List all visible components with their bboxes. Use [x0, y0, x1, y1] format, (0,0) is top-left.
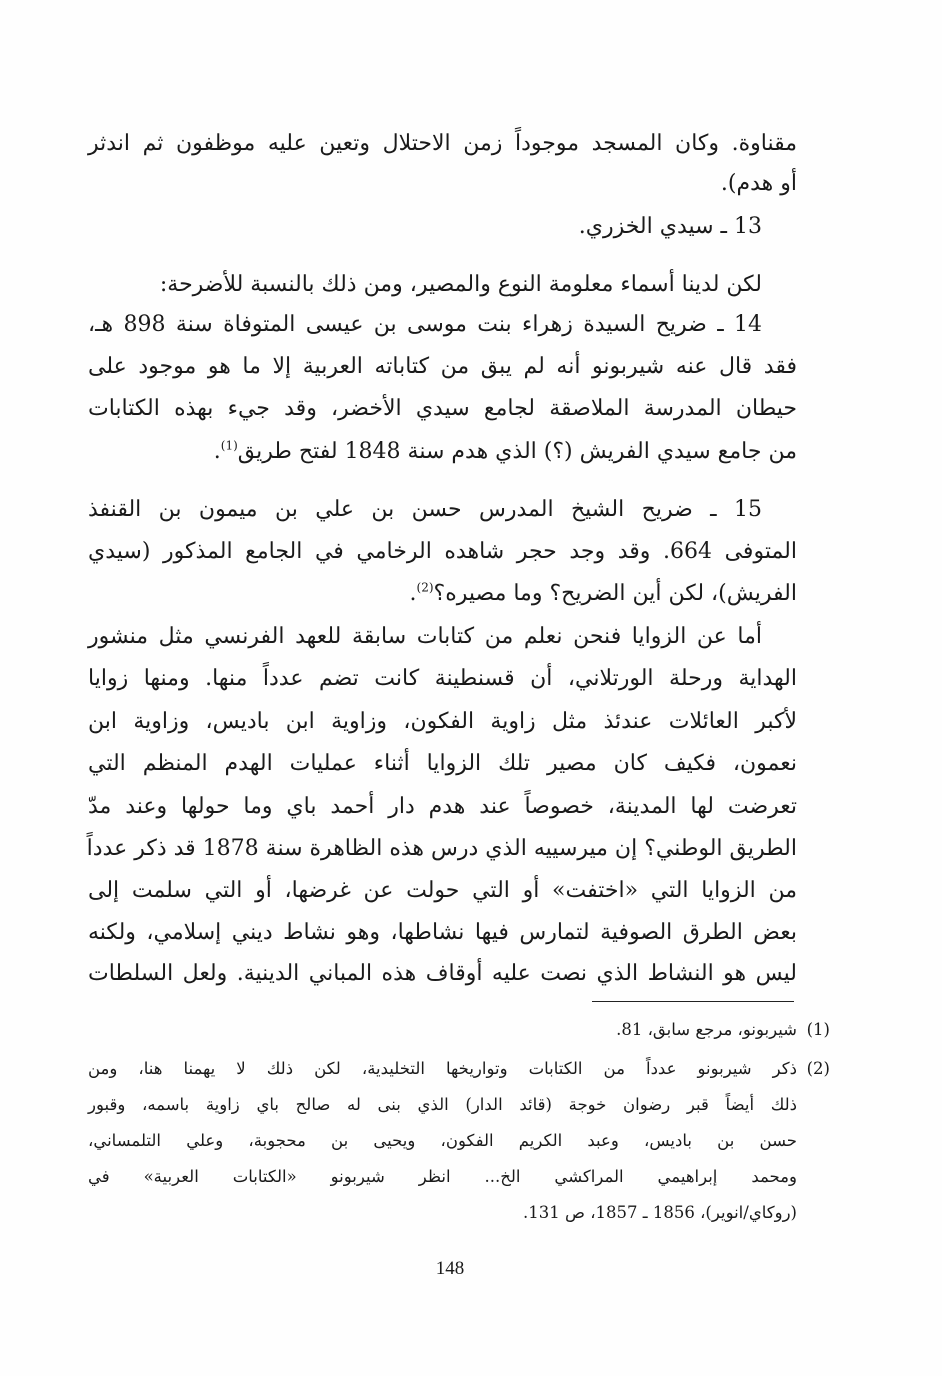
- footnotes: [88, 0, 830, 1240]
- body-line: 15 ـ ضريح الشيخ المدرس حسن بن علي بن ميمون بن القنفذ: [88, 497, 763, 522]
- body-line: بعض الطرق الصوفية لتمارس فيها نشاطها، وهو نشاط ديني إسلامي، ولكنه: [88, 920, 797, 945]
- body-line: المتوفى 664. وقد وجد حجر شاهده الرخامي في الجامع المذكور (سيدي: [88, 539, 797, 564]
- body-line: 14 ـ ضريح السيدة زهراء بنت موسى بن عيسى المتوفاة سنة 898 هـ،: [88, 312, 763, 337]
- footnote-line: (روكاي/انوير)، 1856 ـ 1857، ص 131.: [523, 1203, 797, 1222]
- footnote-ref: (2): [416, 580, 434, 595]
- body-line: تعرضت لها المدينة، خصوصاً عند هدم دار أحمد باي وما حولها وعند مدّ: [88, 794, 797, 819]
- body-line: أما عن الزوايا فنحن نعلم من كتابات سابقة للعهد الفرنسي مثل منشور: [88, 624, 762, 649]
- body-line: الطريق الوطني؟ إن ميرسييه الذي درس هذه الظاهرة سنة 1878 قد ذكر عدداً: [86, 836, 797, 861]
- body-line: مقناوة. وكان المسجد موجوداً زمن الاحتلال وتعين عليه موظفون ثم اندثر: [88, 131, 797, 156]
- footnote-line: حسن بن باديس، وعبد الكريم الفكون، ويحيى بن محجوبة، وعلي التلمساني،: [88, 1131, 797, 1150]
- page-number: 148: [435, 1258, 465, 1279]
- footnote-line: ومحمد إبراهيمي المراكشي الخ... انظر شيربونو «الكتابات العربية» في: [88, 1167, 797, 1186]
- body-line: من الزوايا التي «اختفت» أو التي حولت عن غرضها، أو التي سلمت إلى: [88, 878, 797, 903]
- body-line: حيطان المدرسة الملاصقة لجامع سيدي الأخضر، وقد جيء بهذه الكتابات: [88, 396, 797, 421]
- body-line: الهداية ورحلة الورتلاني، أن قسنطينة كانت تضم عدداً منها. ومنها زوايا: [88, 666, 797, 691]
- footnote-number: (1): [806, 1020, 830, 1039]
- footnote-ref: (1): [220, 438, 238, 453]
- body-line: نعمون، فكيف كان مصير تلك الزوايا أثناء عمليات الهدم المنظم التي: [88, 751, 797, 776]
- body-line-text: الفريش)، لكن أين الضريح؟ وما مصيره؟: [433, 581, 797, 606]
- body-line: أو هدم).: [720, 171, 797, 196]
- footnote-line: ذكر شيربونو عدداً من الكتابات وتواريخها التخليدية، لكن ذلك لا يهمنا هنا، ومن: [88, 1059, 797, 1078]
- body-line: الفريش)، لكن أين الضريح؟ وما مصيره؟$^{(2)}$.: [409, 580, 797, 606]
- footnote-line: ذلك أيضاً قبر رضوان خوجة (قائد الدار) الذي بنى له صالح باي زاوية باسمه، وقبور: [88, 1095, 797, 1114]
- footnote-line: شيربونو، مرجع سابق، 81.: [616, 1020, 797, 1039]
- body-line: 13 ـ سيدي الخزري.: [578, 214, 762, 239]
- body-line: لكن لدينا أسماء معلومة النوع والمصير، ومن ذلك بالنسبة للأضرحة:: [159, 272, 762, 297]
- body-line: ليس هو النشاط الذي نصت عليه أوقاف هذه المباني الدينية. ولعل السلطات: [88, 961, 797, 986]
- body-line: فقد قال عنه شيربونو أنه لم يبق من كتاباته العربية إلا ما هو موجود على: [88, 354, 797, 379]
- body-line: من جامع سيدي الفريش (؟) الذي هدم سنة 1848 لفتح طريق$^{(1)}$.: [213, 438, 797, 464]
- body-line-text: من جامع سيدي الفريش (؟) الذي هدم سنة 1848 لفتح طريق: [237, 439, 797, 464]
- body-line: لأكبر العائلات عندئذ مثل زاوية الفكون، وزاوية ابن باديس، وزاوية ابن: [88, 709, 797, 734]
- footnote-number: (2): [806, 1059, 830, 1078]
